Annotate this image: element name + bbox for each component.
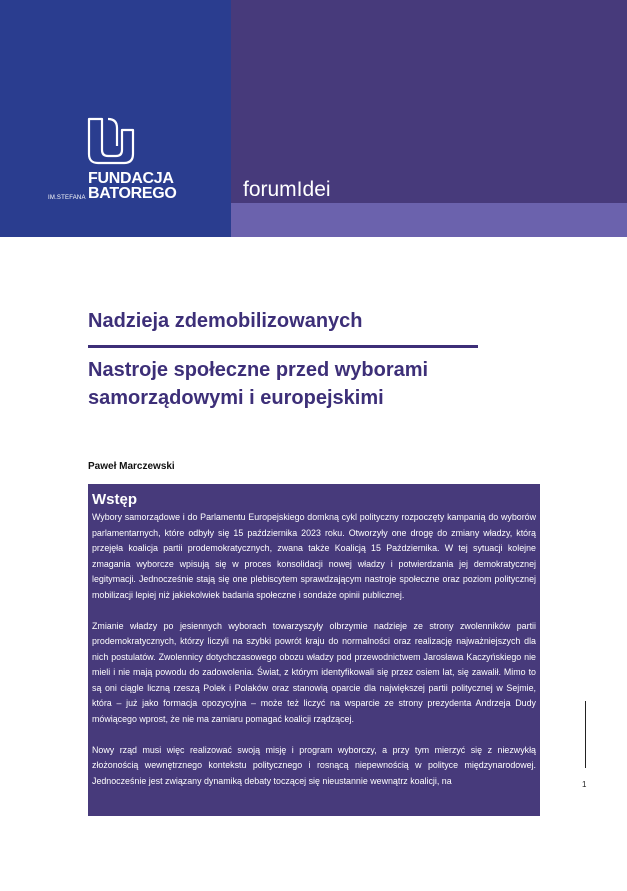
logo-text-batorego: BATOREGO	[88, 185, 177, 202]
intro-paragraph: Wybory samorządowe i do Parlamentu Europejskiego domkną cykl polityczny rozpoczęty kampanią do wyborów parlamentarnych, które odbyły się 15 października 2023 roku. Otworzyły one drogę do zmiany władzy, którą przejęła koalicja partii prodemokratycznych, zwana także Koalicją 15 Października. W tej sytuacji kolejne zmagania wyborcze wpisują się w proces konsolidacji nowej władzy i potwierdzania jej demokratycznej legitymacji. Jednocześnie stają się one plebiscytem sprawdzającym nastroje społeczne oraz poziom politycznej mobilizacji lepiej niż jakiekolwiek badania społeczne i sondaże opinii publicznej.	[92, 512, 536, 600]
header-purple-block	[231, 0, 627, 203]
header-violet-strip	[231, 203, 627, 237]
document-subtitle: Nastroje społeczne przed wyborami samorządowymi i europejskimi	[88, 359, 429, 409]
foundation-logo-icon	[86, 116, 136, 166]
logo-text-im-stefana: IM.STEFANA	[48, 195, 86, 201]
foundation-logo	[48, 116, 178, 206]
logo-text-fundacja: FUNDACJA	[88, 170, 174, 187]
intro-heading: Wstęp	[92, 491, 137, 508]
intro-paragraph: Nowy rząd musi więc realizować swoją misję i program wyborczy, a przy tym mierzyć się z niezwykłą złożonością wewnętrznego kontekstu politycznego i rosnącą niepewnością w polityce międzynarodowej. Jednocześnie jest związany dynamiką debaty toczącej się nieustannie wewnątrz koalicji, na	[92, 744, 536, 786]
page-number: 1	[582, 780, 587, 789]
page-header	[0, 0, 627, 237]
forum-idei-label: forumIdei	[243, 178, 331, 201]
margin-rule	[585, 701, 586, 768]
author-name: Paweł Marczewski	[88, 461, 175, 472]
intro-paragraph: Zmianie władzy po jesiennych wyborach towarzyszyły olbrzymie nadzieje ze strony zwolenników partii prodemokratycznych, którzy liczyli na szybki powrót kraju do normalności oraz realizację najważniejszych dla nich postulatów. Zwolennicy dotychczasowego obozu władzy pod przewodnictwem Jarosława Kaczyńskiego nie mieli i nie mają powodu do zadowolenia. Świat, z którym identyfikowali się przez osiem lat, się zawalił. Mimo to są oni ciągle liczną rzeszą Polek i Polaków oraz stanowią oparcie dla największej partii politycznej w Sejmie, która – już jako formacja opozycyjna – może też liczyć na wsparcie ze strony prezydenta Andrzeja Dudy mówiącego wprost, że nie ma zamiaru pomagać koalicji rządzącej.	[92, 620, 536, 724]
title-divider	[88, 345, 478, 348]
intro-box	[88, 484, 540, 816]
document-title: Nadzieja zdemobilizowanych	[88, 310, 363, 332]
